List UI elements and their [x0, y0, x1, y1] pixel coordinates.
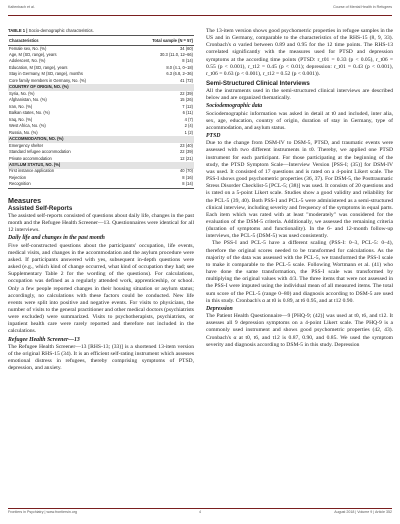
table-cell-value: 6 (11) [182, 110, 193, 116]
table-cell-label: Recognition [8, 181, 129, 188]
ptsd-heading: PTSD [206, 133, 221, 140]
daily-life-text: Five self-constructed questions about the participants' occupation, life events, medical visits, and changes in the accommodation and the asylum procedure were asked. If participants answered with yes, subsequent in-depth questions were asked (e.g., which kind of change occurred, what kind of occupation they had; see Supplementary Table 2 for the wording of the questions). For calculations, occupation was defined as a regularly attended work, apprenticeship, or school. Only a few people reported changes in their housing situation or asylum status; accordingly, no calculations with these factors could be conducted. New life events were split into positive and negative events. For visits to physicians, the number of visits to the general practitioner and other medical doctors (psychiatrists were excluded) were summarized. Visits to psychotherapists, psychiatrists, or inpatient health care were rarely reported and therefore not included in the calculations. [8, 242, 194, 335]
table-header-total: Total sample (N = 57) [129, 36, 194, 46]
table-cell-value: 41 (72) [180, 77, 193, 83]
table-cell-label: Syria, No. (%) [9, 90, 35, 96]
table-cell-label: Education, M (SD, range), years [9, 64, 68, 70]
table-cell-value: 1 (2) [184, 129, 193, 135]
semi-structured-heading: Semi-Structured Clinical Interviews [206, 80, 310, 88]
rhs-text: The Refugee Health Screener—13 [RHS-13; (33)] is a shortened 13-item version of the original RHS-15 (34). It is an efficient self-rating instrument which assesses emotional distress in refugees, thereby comprising symptoms of PTSD, depression, and anxiety. [8, 343, 194, 372]
table-cell-value: 34 (60) [180, 45, 193, 51]
running-header [8, 5, 392, 15]
table-cell-value: 8 (14) [182, 58, 193, 64]
table-cell-label: Emergency shelter [9, 142, 44, 148]
table-cell-value: 8 (16) [182, 174, 193, 180]
table-cell-label: Private accommodation [9, 155, 52, 161]
table-cell-label: Adolescent, No. (%) [9, 58, 46, 64]
table-cell-value: 8 (14) [129, 181, 194, 188]
table-cell-value: 40 (70) [180, 168, 193, 174]
table-caption: TABLE 1 | Socio-demographic characteristics. [8, 28, 94, 33]
table-header-characteristics: Characteristics [8, 36, 129, 46]
table-body [8, 45, 194, 188]
assisted-heading: Assisted Self-Reports [8, 204, 73, 212]
table-row [8, 181, 194, 188]
table-cell-label: ASYLUM STATUS, NO. (%) [8, 162, 129, 168]
table-cell-value: 15 (26) [180, 97, 193, 103]
header-authors: Kaltenbach et al. [8, 5, 35, 9]
table-cell-value: 7 (12) [182, 103, 193, 109]
table-cell-value: 22 (39) [180, 90, 193, 96]
socio-text: Sociodemographic information was asked in detail at t0 and included, inter alia, sex, age, education, country of origin, duration of stay in Germany, type of accommodation, and asylum status. [206, 110, 393, 131]
footer-rule [8, 508, 392, 509]
table-cell-label: Core family members in Germany, No. (%) [9, 77, 87, 83]
demographics-table [8, 35, 194, 189]
right-column [206, 28, 393, 349]
table-cell-label: Stay in Germany, M (SD, range), months [9, 71, 83, 77]
table-cell-label: Iran, No. (%) [9, 103, 33, 109]
table-cell-label: Standard refugee accommodation [9, 149, 71, 155]
table-cell-label: Rejection [9, 174, 27, 180]
socio-heading: Sociodemographic data [206, 103, 263, 110]
table-cell-label: Female sex, No. (%) [9, 45, 47, 51]
page-footer [8, 510, 392, 518]
left-column [8, 28, 194, 372]
rhs-heading: Refugee Health Screener—13 [8, 336, 80, 343]
table-cell-value: 22 (39) [180, 149, 193, 155]
rhs-continued-text: The 13-item version shows good psychometric properties in refugee samples in the US and in Germany, comparable to the characteristics of the RHS-15 (8, 9, 33). Cronbach's α varied between 0.89 and 0.95 for the 12 time points. The RHS-13 correlated significantly with the measures used for PTSD and depression symptoms at the according time points (PTSD: r_t01 = 0.33 (p < 0.05), r_t06 = 0.55 (p < 0.001), r_t12 = 0.45 (p < 0.01); depression: r_t01 = 0.43 (p < 0.001), r_t06 = 0.63 (p < 0.001), r_t12 = 0.52 (p < 0.001)). [206, 28, 393, 77]
table-cell-label: Iraq, No. (%) [9, 116, 33, 122]
table-cell-value: 30.3 (11.0, 12–66) [159, 52, 193, 57]
header-rule [8, 15, 392, 16]
depression-heading: Depression [206, 305, 233, 312]
table-cell-value: 2 (4) [184, 123, 193, 129]
header-title: Course of Mental Health in Refugees [333, 5, 392, 9]
table-cell-label: First instance application [9, 168, 55, 174]
depression-text: The Patient Health Questionnaire—9 [PHQ-9; (42)] was used at t0, t6, and t12. It assesses all 9 depression symptoms on a 4-point Likert scale. The PHQ-9 is a commonly used instrument and shows good psychometric properties (42, 43). Cronbach's α at t0, t6, and t12 is 0.87, 0.90, and 0.85. We used the symptom severity and diagnosis according to DSM-5 in this study. Depression [206, 313, 393, 348]
ptsd-text-2: The PSS-I and PCL-5 have a different scaling (PSS-I: 0–3, PCL-5: 0–4), therefore the original scores needed to be transformed for calculations. As the majority of the data was assessed with the PCL-5, we transformed the PSS-I scale to make it comparable to the PCL-5 scale. Following Wortmann et al. (41) who have done the same transformation, the PSS-I scale was transformed by multiplying the original values with 4/3. The three items that were not assessed in the PSS-I were imputed using the individual mean of all measured items. The total sum score of the PCL-5 (range 0–80) and diagnosis according to DSM-5 are used in this study. Cronbach's α at t0 is 0.89, at t6 0.95, and at t12 0.90. [206, 240, 393, 304]
table-cell-value: 4 (7) [184, 116, 193, 122]
table-cell-value: 8.0 (4.1, 0–18) [166, 64, 193, 70]
table-cell-label: West Africa, No. (%) [9, 123, 46, 129]
table-cell-label: COUNTRY OF ORIGIN, NO. (%) [8, 84, 129, 90]
table-cell-value: 12 (21) [180, 155, 193, 161]
footer-issue: August 2018 | Volume 9 | Article 352 [334, 510, 392, 514]
table-cell-value: 23 (40) [180, 142, 193, 148]
table-cell-label: Russia, No. (%) [9, 129, 38, 135]
table-cell-value: 6.3 (6.8, 2–36) [166, 71, 193, 77]
table-cell-label: ACCOMMODATION, NO. (%) [8, 136, 129, 142]
assisted-text: The assisted self-reports consisted of questions about daily life, changes in the past month and the Refugee Health Screener—13. Questionnaires were identical for all 12 interviews. [8, 212, 194, 234]
table-cell-label: Balkan states, No. (%) [9, 110, 50, 116]
ptsd-text: Due to the change from DSM-IV to DSM-5, PTSD, and traumatic events were assessed with two different instruments in t0. Thereby, we applied one PTSD instrument for each participant. For those participating at the beginning of the study, the PTSD Symptom Scale—Interview Version [PSS-I; (35)] for DSM-IV was used. It consisted of 17 questions and is rated on a 4-point Likert scale. The PSS-I shows good psychometric properties (36, 37). For DSM-5, the Posttraumatic Stress Disorder Checklist-5 [PCL-5; (38)] was used. It consists of 20 questions and is rated on a 5-point Likert scale. Studies show a good validity and reliability for the PCL-5 (39, 40). Both PSS-I and PCL-5 were administered as a semi-structured clinical interview, including severity and frequency of the symptoms in equal parts. Each item which was rated with at least "moderately" was considered for the evaluation of the DSM-5 criteria. Additionally, we assessed the remaining criteria (duration of symptoms and functionality). In the 6- and 12-month follow-up interviews, the PCL-5 (DSM-5) was used consistently. [206, 140, 393, 240]
table-cell-label: Afghanistan, No. (%) [9, 97, 47, 103]
page-number: 4 [199, 510, 201, 514]
daily-life-heading: Daily life and changes in the past month [8, 235, 105, 242]
table-cell-label: Age, M (SD, range), years [9, 52, 57, 57]
measures-heading: Measures [8, 195, 42, 205]
semi-structured-text: All the instruments used in the semi-structured clinical interviews are described below and are organized thematically. [206, 88, 393, 102]
footer-journal: Frontiers in Psychiatry | www.frontiersin.org [8, 510, 78, 514]
